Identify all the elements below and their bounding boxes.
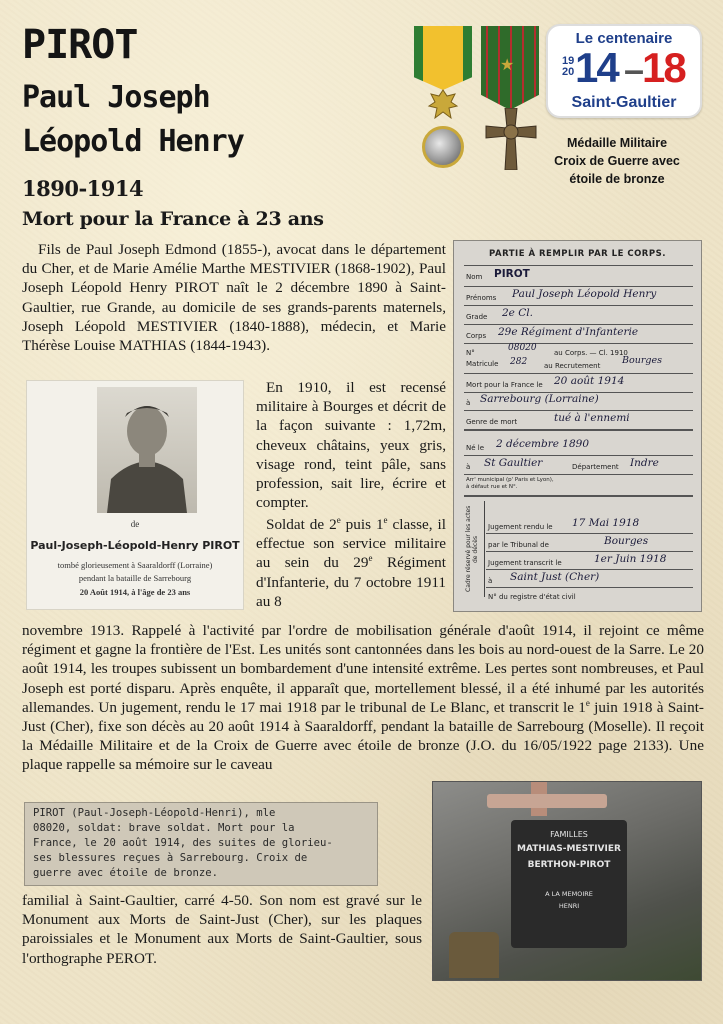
card-rule [464,410,693,411]
card-rule [464,265,693,266]
card-rule [464,305,693,306]
p4-sup: e [585,697,590,708]
card-label-genre: Genre de mort [466,418,518,426]
surname-title: PIROT [22,22,138,68]
card-value-recrutement: Bourges [622,355,662,366]
card-value-numero-label: au Corps. — Cl. 1910 [554,349,628,357]
portrait-line: tombé glorieusement à Saaraldorff (Lorraine) [57,560,213,570]
portrait-line: pendant la bataille de Sarrebourg [78,573,192,583]
plaque-line: HENRI [558,902,580,910]
card-value-recrutement-label: au Recrutement [544,362,601,370]
card-label-mort-le: Mort pour la France le [466,381,543,389]
card-value-mort-a: Sarrebourg (Lorraine) [480,393,599,405]
card-label-arrondissement: Arr' municipal (p' Paris et Lyon), à défaut rue et N°. [466,477,554,490]
card-value-mort-le: 20 août 1914 [554,375,625,387]
clipping-line: guerre avec étoile de bronze. [33,867,218,879]
card-label-mort-a: à [466,399,471,407]
logo-dash: – [624,49,645,90]
clipping-line: PIROT (Paul-Joseph-Léopold-Henri), mle [33,807,276,819]
biography-paragraph-2: En 1910, il est recensé militaire à Bourges et décrit de la façon suivante : 1,72m, cheveux châtains, yeux gris, visage rond, teint pâle, sans profession, sait lire, écrire et compter. [256,379,446,512]
card-label-grade: Grade [466,313,488,321]
p3-text-a: Soldat de 2 [266,516,337,533]
card-rule [464,286,693,287]
eagle-trophy-icon [427,88,459,122]
card-value-prenoms: Paul Joseph Léopold Henry [512,288,657,300]
card-side-text: Cadre réservé pour les actes de décès [465,505,479,593]
given-names-line-2: Léopold Henry [22,124,244,159]
given-names-line-1: Paul Joseph [22,80,210,115]
card-value-genre: tué à l'ennemi [554,412,630,424]
logo-year-top: 19 [562,55,575,67]
card-value-nom: PIROT [494,268,530,280]
card-value-numero: 08020 [508,343,537,353]
card-value-grade: 2e Cl. [502,307,533,319]
card-label-prenoms: Prénoms [466,294,497,302]
p4-text-b: juin 1918 à Saint-Just (Cher), fixe son décès au 20 août 1914 à Saaraldorff, pendant la bataille de Sarrebourg (Moselle). Il reçoit la Médaille Militaire et de la Croix de Guerre avec étoile de bronze (J.O. du 16/05/1922 page 2133). Une plaque rappelle sa mémoire sur le caveau [22,698,704,774]
grave-plaque [511,820,627,948]
card-label-registre: N° du registre d'état civil [488,593,576,601]
card-rule [464,429,693,431]
card-rule [464,324,693,325]
card-label-corps: Corps [466,332,487,340]
card-rule [486,569,693,570]
logo-line-3: Saint-Gaultier [571,94,677,111]
card-value-ne-le: 2 décembre 1890 [496,438,590,450]
card-rule [464,474,693,475]
card-header: PARTIE À REMPLIR PAR LE CORPS. [489,249,666,259]
plaque-line: FAMILLES [550,830,588,839]
medal-caption-line: Croix de Guerre avec [554,154,680,168]
p4-text-a: novembre 1913. Rappelé à l'activité par l'ordre de mobilisation générale d'août 1914, il rejoint ce même régiment et gagne la frontière de l'Est. Les unités sont cantonnées dans les bois au nord-ouest de la Sarre. Le 20 août 1914, les troupes subissent un bombardement d'une intensité extrême. Les pertes sont nombreuses, et Paul Joseph est porté disparu. Après enquête, il apparaît que, mortellement blessé, il a été inhumé par les autorités allemandes. Un jugement, rendu le 17 mai 1918 par le tribunal de Le Blanc, et transcrit le 1 [22,622,704,716]
card-value-matricule: 282 [510,357,528,367]
portrait-de: de [130,519,140,529]
card-label-transcrit-le: Jugement transcrit le [488,559,562,567]
death-subtitle: Mort pour la France à 23 ans [22,208,324,230]
p3-sup-1: e [336,514,341,525]
clipping-line: 08020, soldat: brave soldat. Mort pour la [33,822,295,834]
card-rule [486,587,693,588]
card-rule [486,533,693,534]
logo-year-bottom: 20 [562,66,575,78]
cross-icon [484,108,538,170]
card-label-tribunal: par le Tribunal de [488,541,549,549]
biography-paragraph-3 [256,515,446,611]
card-rule [486,551,693,552]
logo-14: 14 [575,44,618,91]
grave-flower-pot [449,932,499,978]
p3-sup-2: e [383,514,388,525]
bronze-star-icon: ★ [500,57,515,74]
card-rule [464,455,693,456]
card-rule [464,495,693,497]
soldier-silhouette-icon [97,387,197,513]
card-value-corps: 29e Régiment d'Infanterie [498,326,639,338]
card-label-nom: Nom [466,273,483,281]
card-rule [464,373,693,374]
card-value-ne-a: St Gaultier [484,457,543,469]
card-label-ne-le: Né le [466,444,485,452]
portrait-line: 20 Août 1914, à l'âge de 23 ans [79,587,191,597]
biography-paragraph-1: Fils de Paul Joseph Edmond (1855-), avocat dans le département du Cher, et de Marie Amélie Marthe MESTIVIER (1868-1902), Paul Joseph Léopold Henry PIROT naît le 2 décembre 1890 à Saint-Gaultier, rue Grande, au domicile de ses grands-parents maternels, Joseph Léopold MESTIVIER (1840-1888), médecin, et Marie Thérèse Louise MATHIAS (1844-1943). [22,241,446,355]
p3-text-c: classe, il effectue son service militaire au sein du 29 [256,516,446,572]
grave-cross-bar [487,794,607,808]
card-label-matricule: Matricule [466,360,499,368]
medaille-militaire-ribbon [414,26,472,90]
clipping-line: France, le 20 août 1914, des suites de glorieu- [33,837,333,849]
death-register-card [453,240,702,612]
plaque-line: A LA MEMOIRE [545,890,593,898]
card-label-jugement-le: Jugement rendu le [488,523,553,531]
biography-paragraph-5: familial à Saint-Gaultier, carré 4-50. Son nom est gravé sur le Monument aux Morts de Saint-Just (Cher), sur les plaques paroissiales et le Monument aux Morts de Saint-Gaultier, sous l'orthographe PEROT. [22,892,422,967]
centenaire-logo [546,24,702,118]
medal-caption [532,134,702,188]
newspaper-clipping [24,802,378,886]
medaille-militaire-medallion [422,126,464,168]
plaque-line: BERTHON-PIROT [527,860,611,870]
card-value-transcrit-a: Saint Just (Cher) [510,571,600,583]
card-label-departement: Département [572,463,619,471]
logo-line-1: Le centenaire [575,30,673,47]
card-value-transcrit-le: 1er Juin 1918 [594,553,667,565]
soldier-photo [97,387,197,513]
portrait-name: Paul-Joseph-Léopold-Henry PIROT [30,539,240,552]
card-label-numero: N° [466,349,475,357]
logo-18: 18 [642,44,685,91]
plaque-line: MATHIAS-MESTIVIER [517,844,621,854]
p3-text-d: Régiment d'Infanterie, du 7 octobre 1911 au 8 [256,554,446,610]
biography-paragraph-4 [22,621,704,775]
life-dates: 1890-1914 [22,176,144,201]
p3-sup-3: e [368,553,373,564]
p3-text-b: puis 1 [340,516,384,533]
medal-caption-line: Médaille Militaire [566,136,668,150]
card-value-jugement-le: 17 Mai 1918 [572,517,640,529]
card-rule [464,343,693,344]
grave-photo [432,781,702,981]
clipping-line: ses blessures reçues à Sarrebourg. Croix de [33,852,308,864]
card-label-ne-a: à [466,463,471,471]
medal-caption-line: étoile de bronze [569,172,665,186]
card-label-transcrit-a: à [488,577,493,585]
portrait-card [26,380,244,610]
logo-small-years [562,56,574,78]
card-value-tribunal: Bourges [604,535,649,547]
card-value-departement: Indre [630,457,659,469]
